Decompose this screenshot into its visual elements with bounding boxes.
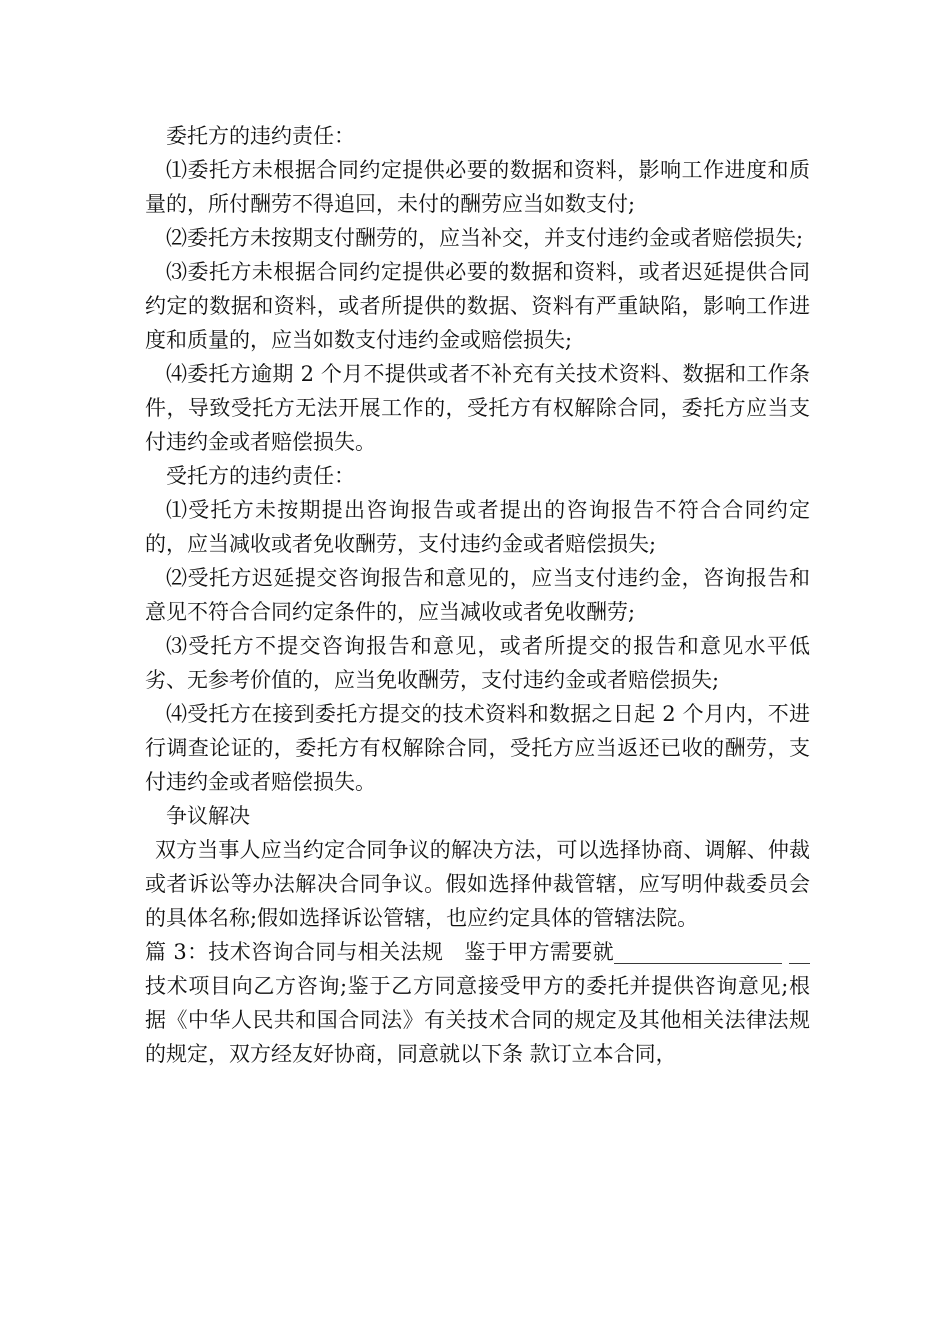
contractor-item-1: ⑴受托方未按期提出咨询报告或者提出的咨询报告不符合合同约定的，应当减收或者免收酬劳，支付违约金或者赔偿损失; (145, 498, 810, 556)
contractor-item-2: ⑵受托方迟延提交咨询报告和意见的，应当支付违约金，咨询报告和意见不符合合同约定条件的，应当减收或者免收酬劳; (145, 566, 810, 624)
dispute-body: 双方当事人应当约定合同争议的解决方法，可以选择协商、调解、仲裁或者诉讼等办法解决合同争议。假如选择仲裁管辖，应写明仲裁委员会的具体名称;假如选择诉讼管辖，也应约定具体的管辖法院。 (145, 838, 810, 930)
client-liability-heading: 委托方的违约责任： (166, 124, 355, 148)
client-item-2: ⑵委托方未按期支付酬劳的，应当补交，并支付违约金或者赔偿损失; (166, 226, 804, 250)
contractor-item-3: ⑶受托方不提交咨询报告和意见，或者所提交的报告和意见水平低劣、无参考价值的，应当免收酬劳，支付违约金或者赔偿损失; (145, 634, 810, 692)
client-item-3: ⑶委托方未根据合同约定提供必要的数据和资料，或者迟延提供合同约定的数据和资料，或者所提供的数据、资料有严重缺陷，影响工作进度和质量的，应当如数支付违约金或赔偿损失; (145, 260, 810, 352)
contractor-liability-heading: 受托方的违约责任： (166, 464, 355, 488)
dispute-heading: 争议解决 (166, 804, 250, 828)
client-item-4: ⑷委托方逾期 2 个月不提供或者不补充有关技术资料、数据和工作条件，导致受托方无法开展工作的，受托方有权解除合同，委托方应当支付违约金或者赔偿损失。 (145, 362, 810, 454)
client-item-1: ⑴委托方未根据合同约定提供必要的数据和资料，影响工作进度和质量的，所付酬劳不得追回，未付的酬劳应当如数支付; (145, 158, 810, 216)
article-3-intro: 篇 3：技术咨询合同与相关法规 鉴于甲方需要就________________ __技术项目向乙方咨询;鉴于乙方同意接受甲方的委托并提供咨询意见;根据《中华人民共和国合同法》有关技术合同的规定及其他相关法律法规的规定，双方经友好协商，同意就以下条 款订立本合同， (145, 940, 810, 1066)
contractor-item-4: ⑷受托方在接到委托方提交的技术资料和数据之日起 2 个月内，不进行调查论证的，委托方有权解除合同，受托方应当返还已收的酬劳，支付违约金或者赔偿损失。 (145, 702, 810, 794)
document-body (145, 119, 810, 1071)
